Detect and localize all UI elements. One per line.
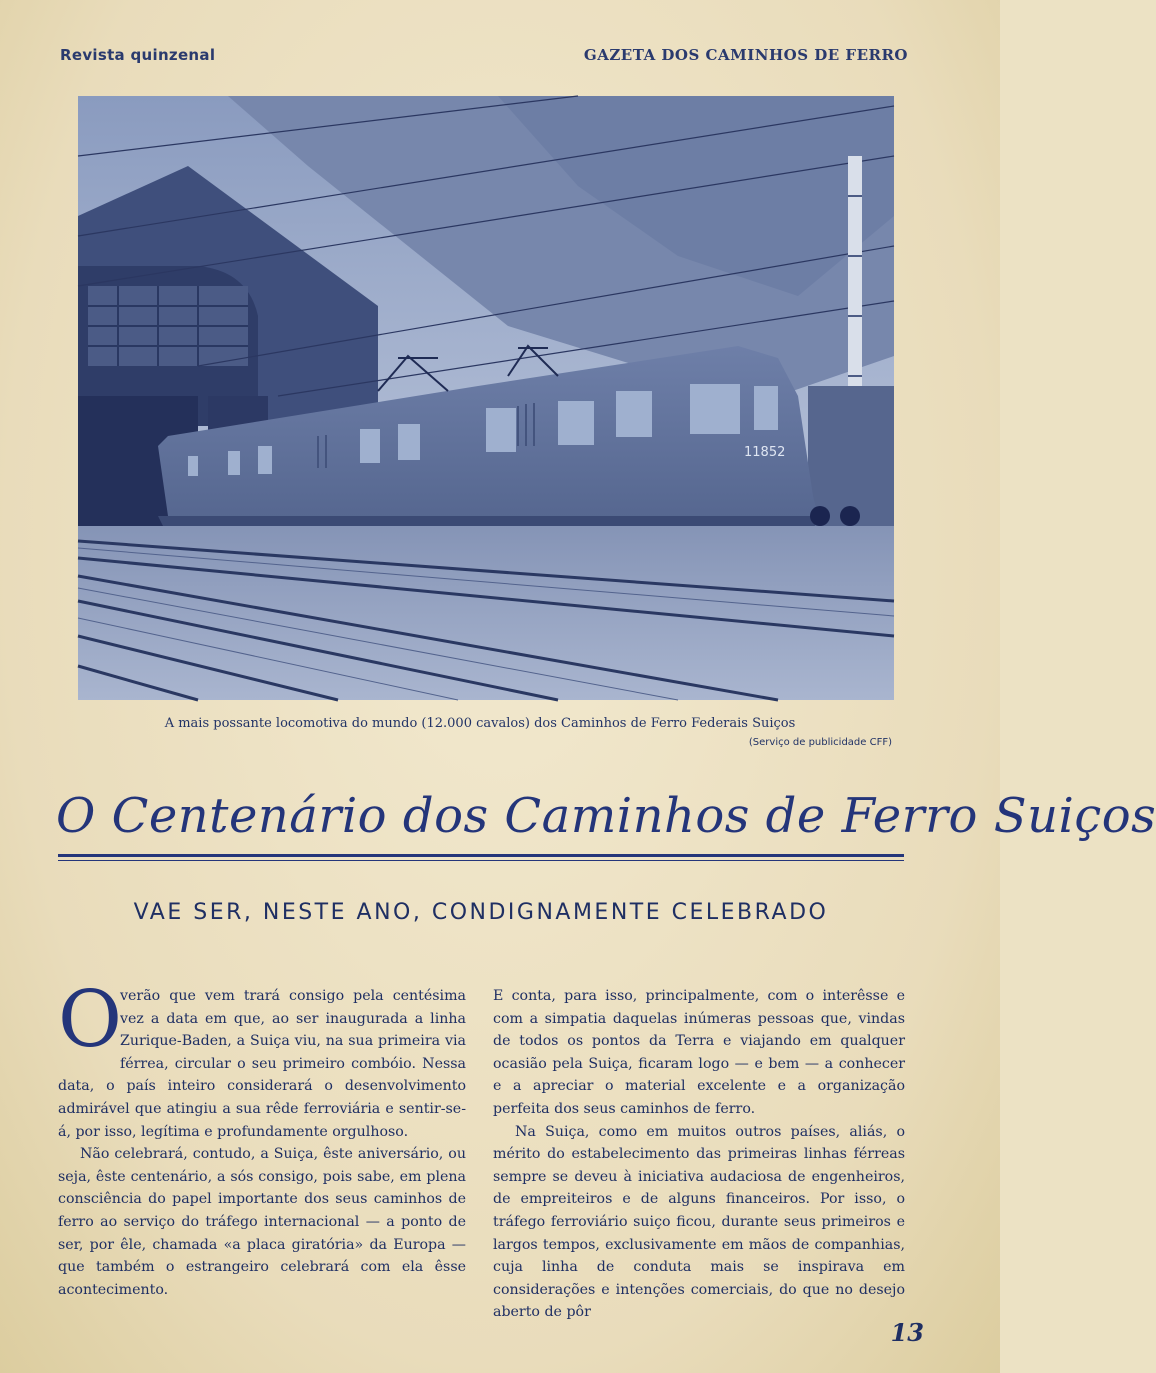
- running-header-right: GAZETA DOS CAMINHOS DE FERRO: [583, 46, 908, 64]
- article-column-right: [493, 985, 905, 1324]
- paragraph: Na Suiça, como em muitos outros países, aliás, o mérito do estabelecimento das primeiras linhas férreas sempre se deveu à iniciativa audaciosa de engenheiros, de empreiteiros e de alguns financeiros. Por isso, o tráfego ferroviário suiço ficou, durante seus primeiros e largos tempos, exclusivamente em mãos de companhias, cuja linha de conduta mais se inspirava em considerações e intenções comerciais, do que no desejo aberto de pôr: [493, 1123, 905, 1321]
- article-column-left: [58, 975, 466, 1301]
- page-number: 13: [890, 1318, 924, 1347]
- paragraph: E conta, para isso, principalmente, com o interêsse e com a simpatia daquelas inúmeras pessoas que, vindas de todos os pontos da Terra e viajando em qualquer ocasião pela Suiça, ficaram logo — e bem — a conhecer e a apreciar o material excelente e a organização perfeita dos seus caminhos de ferro.: [493, 988, 905, 1117]
- drop-cap: O: [58, 975, 122, 1065]
- article-title: O Centenário dos Caminhos de Ferro Suiços: [56, 788, 1156, 844]
- locomotive-photo: [78, 96, 894, 700]
- locomotive-number: 11852: [744, 445, 786, 460]
- paragraph: Não celebrará, contudo, a Suiça, êste aniversário, ou seja, êste centenário, a sós consigo, pois sabe, em plena consciência do papel importante dos seus caminhos de ferro ao serviço do tráfego internacional — a ponto de ser, por êle, chamada «a placa giratória» da Europa — que também o estrangeiro celebrará com ela êsse acontecimento.: [58, 1146, 466, 1298]
- paragraph: verão que vem trará consigo pela centésima vez a data em que, ao ser inaugurada a linha Zurique-Baden, a Suiça viu, na sua primeira via férrea, circular o seu primeiro combóio. Nessa data, o país inteiro considerará o desenvolvimento admirável que atingiu a sua rêde ferroviária e sentir-se-á, por isso, legítima e profundamente orgulhoso.: [58, 988, 466, 1140]
- photo-credit: (Serviço de publicidade CFF): [748, 737, 892, 748]
- title-rule: [58, 854, 904, 857]
- article-subtitle: VAE SER, NESTE ANO, CONDIGNAMENTE CELEBRADO: [133, 900, 829, 925]
- running-header-left: Revista quinzenal: [60, 46, 216, 64]
- title-rule-thin: [58, 860, 904, 861]
- photo-caption: A mais possante locomotiva do mundo (12.000 cavalos) dos Caminhos de Ferro Federais Suiços: [164, 716, 796, 731]
